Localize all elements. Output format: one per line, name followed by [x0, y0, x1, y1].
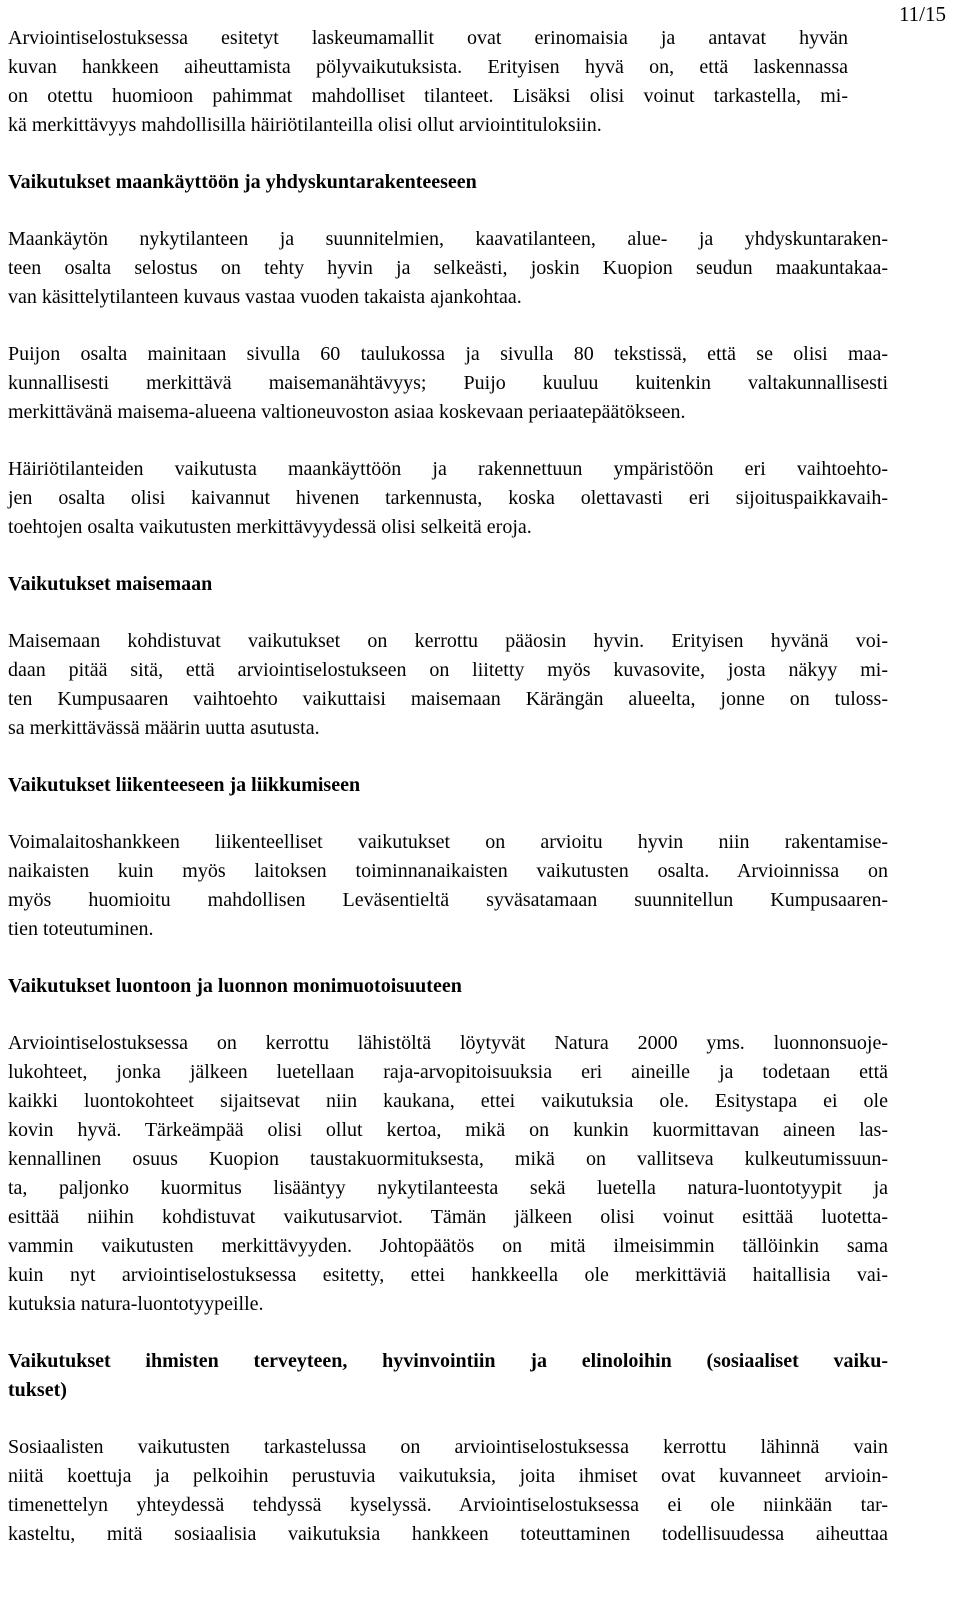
section-heading-health	[8, 1347, 888, 1405]
nature-paragraph	[8, 1029, 888, 1319]
text-line: teen osalta selostus on tehty hyvin ja selkeästi, joskin Kuopion seudun maakuntakaa-	[8, 257, 888, 279]
text-line: kovin hyvä. Tärkeämpää olisi ollut kertoa, mikä on kunkin kuormittavan aineen las-	[8, 1119, 888, 1141]
text-line: Arviointiselostuksessa on kerrottu lähistöltä löytyvät Natura 2000 yms. luonnonsuoje-	[8, 1032, 888, 1054]
text-line: timenettelyn yhteydessä tehdyssä kyselyssä. Arviointiselostuksessa ei ole niinkään tar-	[8, 1494, 888, 1516]
text-line: toehtojen osalta vaikutusten merkittävyydessä olisi selkeitä eroja.	[8, 516, 532, 538]
text-line: lukohteet, jonka jälkeen luetellaan raja-arvopitoisuuksia eri aineille ja todetaan että	[8, 1061, 888, 1083]
text-line: kasteltu, mitä sosiaalisia vaikutuksia hankkeen toteuttaminen todellisuudessa aiheuttaa	[8, 1523, 888, 1545]
text-line: Maankäytön nykytilanteen ja suunnitelmien, kaavatilanteen, alue- ja yhdyskuntaraken-	[8, 228, 888, 250]
text-line: kunnallisesti merkittävä maisemanähtävyys; Puijo kuuluu kuitenkin valtakunnallisesti	[8, 372, 888, 394]
document-body	[8, 24, 888, 1577]
text-line: Puijon osalta mainitaan sivulla 60 taulukossa ja sivulla 80 tekstissä, että se olisi maa-	[8, 343, 888, 365]
text-line: naikaisten kuin myös laitoksen toiminnanaikaisten vaikutusten osalta. Arvioinnissa on	[8, 860, 888, 882]
text-line: merkittävänä maisema-alueena valtioneuvoston asiaa koskevaan periaatepäätökseen.	[8, 401, 686, 423]
land-use-paragraph-3	[8, 455, 888, 542]
text-line: kaikki luontokohteet sijaitsevat niin kaukana, ettei vaikutuksia ole. Esitystapa ei ole	[8, 1090, 888, 1112]
text-line: vammin vaikutusten merkittävyyden. Johtopäätös on mitä ilmeisimmin tällöinkin sama	[8, 1235, 888, 1257]
text-line: kutuksia natura-luontotyypeille.	[8, 1293, 264, 1315]
land-use-paragraph-2	[8, 340, 888, 427]
text-line: esittää niihin kohdistuvat vaikutusarviot. Tämän jälkeen olisi voinut esittää luotetta-	[8, 1206, 888, 1228]
section-heading-traffic: Vaikutukset liikenteeseen ja liikkumiseen	[8, 774, 361, 796]
text-line: kuin nyt arviointiselostuksessa esitetty, ettei hankkeella ole merkittäviä haitallisia vai-	[8, 1264, 888, 1286]
text-line: Voimalaitoshankkeen liikenteelliset vaikutukset on arvioitu hyvin niin rakentamise-	[8, 831, 888, 853]
section-heading-land-use: Vaikutukset maankäyttöön ja yhdyskuntarakenteeseen	[8, 171, 477, 193]
text-line: Sosiaalisten vaikutusten tarkastelussa on arviointiselostuksessa kerrottu lähinnä vain	[8, 1436, 888, 1458]
page-number: 11/15	[898, 2, 946, 26]
text-line: Arviointiselostuksessa esitetyt laskeumamallit ovat erinomaisia ja antavat hyvän	[8, 27, 848, 49]
text-line: sa merkittävässä määrin uutta asutusta.	[8, 717, 320, 739]
text-line: jen osalta olisi kaivannut hivenen tarkennusta, koska olettavasti eri sijoituspaikkavaih-	[8, 487, 888, 509]
text-line: ta, paljonko kuormitus lisääntyy nykytilanteesta sekä luetella natura-luontotyypit ja	[8, 1177, 888, 1199]
text-line: kä merkittävyys mahdollisilla häiriötilanteilla olisi ollut arviointituloksiin.	[8, 114, 602, 136]
text-line: Häiriötilanteiden vaikutusta maankäyttöön ja rakennettuun ympäristöön eri vaihtoehto-	[8, 458, 888, 480]
text-line: Maisemaan kohdistuvat vaikutukset on kerrottu pääosin hyvin. Erityisen hyvänä voi-	[8, 630, 888, 652]
traffic-paragraph	[8, 828, 888, 944]
heading-line: tukset)	[8, 1379, 67, 1401]
text-line: niitä koettuja ja pelkoihin perustuvia vaikutuksia, joita ihmiset ovat kuvanneet arvioin-	[8, 1465, 888, 1487]
intro-paragraph	[8, 24, 848, 140]
text-line: kennallinen osuus Kuopion taustakuormituksesta, mikä on vallitseva kulkeutumissuun-	[8, 1148, 888, 1170]
landscape-paragraph	[8, 627, 888, 743]
health-paragraph	[8, 1433, 888, 1549]
text-line: van käsittelytilanteen kuvaus vastaa vuoden takaista ajankohtaa.	[8, 286, 522, 308]
section-heading-landscape: Vaikutukset maisemaan	[8, 573, 213, 595]
land-use-paragraph-1	[8, 225, 888, 312]
text-line: daan pitää sitä, että arviointiselostukseen on liitetty myös kuvasovite, josta näkyy mi-	[8, 659, 888, 681]
text-line: ten Kumpusaaren vaihtoehto vaikuttaisi maisemaan Kärängän alueelta, jonne on tuloss-	[8, 688, 888, 710]
section-heading-nature: Vaikutukset luontoon ja luonnon monimuotoisuuteen	[8, 975, 462, 997]
text-line: myös huomioitu mahdollisen Leväsentieltä syväsatamaan suunnitellun Kumpusaaren-	[8, 889, 888, 911]
heading-line: Vaikutukset ihmisten terveyteen, hyvinvointiin ja elinoloihin (sosiaaliset vaiku-	[8, 1350, 888, 1372]
text-line: on otettu huomioon pahimmat mahdolliset tilanteet. Lisäksi olisi voinut tarkastella, mi-	[8, 85, 848, 107]
text-line: kuvan hankkeen aiheuttamista pölyvaikutuksista. Erityisen hyvä on, että laskennassa	[8, 56, 848, 78]
text-line: tien toteutuminen.	[8, 918, 154, 940]
